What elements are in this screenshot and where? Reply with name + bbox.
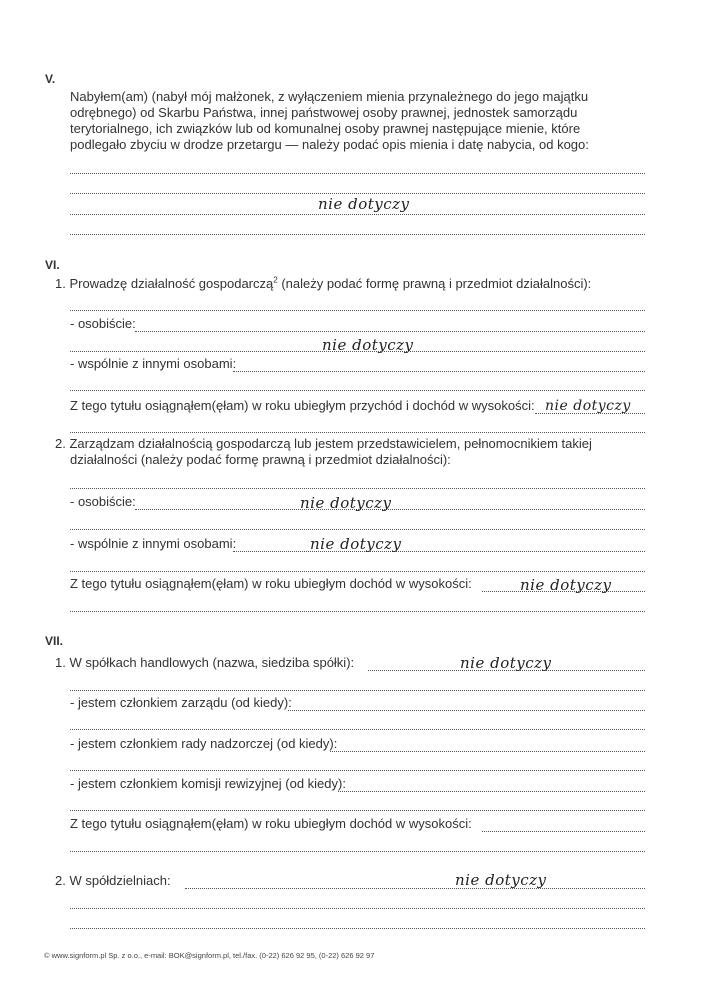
section-vii-audit-label: - jestem członkiem komisji rewizyjnej (od kiedy):	[70, 776, 346, 791]
section-vi-item-2-jointly-answer: nie dotyczy	[310, 535, 402, 553]
section-vi-item-1-income-answer: nie dotyczy	[545, 398, 631, 414]
section-vii-item-2-field[interactable]	[185, 888, 645, 889]
section-vi-item-2-line-2: działalności (należy podać formę prawną i przedmiot działalności):	[70, 452, 451, 467]
answer-line[interactable]	[70, 928, 645, 929]
section-vi-item-2-jointly-label: - wspólnie z innymi osobami:	[70, 536, 237, 551]
section-vi-item-1-label: 1. Prowadzę działalność gospodarczą$^2$ (należy podać formę prawną i przedmiot działalności):	[55, 275, 592, 291]
answer-line[interactable]	[70, 851, 645, 852]
section-vi-item-1-jointly-answer: nie dotyczy	[322, 336, 414, 354]
section-vi-number: VI.	[45, 258, 60, 272]
footer-text: © www.signform.pl Sp. z o.o., e-mail: BOK@signform.pl, tel./fax. (0-22) 626 92 95, (0-22) 626 92 97	[44, 951, 375, 960]
section-vi-item-1-personally-field[interactable]	[135, 331, 645, 332]
section-vii-item-2-label: 2. W spółdzielniach:	[55, 873, 171, 888]
section-vii-supervisory-field[interactable]	[330, 751, 645, 752]
answer-line[interactable]	[70, 908, 645, 909]
answer-line[interactable]	[70, 810, 645, 811]
section-vi-item-2-personally-label: - osobiście:	[70, 494, 136, 509]
section-vi-item-2-personally-answer: nie dotyczy	[300, 494, 392, 512]
section-vi-item-1-jointly-label: - wspólnie z innymi osobami:	[70, 356, 237, 371]
answer-line[interactable]	[70, 310, 645, 311]
answer-line[interactable]	[70, 488, 645, 489]
answer-line[interactable]	[70, 770, 645, 771]
section-v-handwritten-answer: nie dotyczy	[318, 195, 410, 213]
section-vii-item-1-label: 1. W spółkach handlowych (nazwa, siedziba spółki):	[55, 655, 355, 670]
section-vii-item-1-answer: nie dotyczy	[460, 654, 552, 672]
section-v-text-line-2: odrębnego) od Skarbu Państwa, innej państwowej osoby prawnej, jednostek samorządu	[70, 105, 578, 120]
answer-line[interactable]	[70, 193, 645, 194]
section-vi-item-1-income-label: Z tego tytułu osiągnąłem(ęłam) w roku ubiegłym przychód i dochód w wysokości:	[70, 398, 535, 413]
section-vii-board-label: - jestem członkiem zarządu (od kiedy):	[70, 695, 292, 710]
answer-line[interactable]	[70, 351, 645, 352]
section-vii-number: VII.	[45, 634, 64, 648]
section-v-text-line-4: podlegało zbyciu w drodze przetargu — należy podać opis mienia i datę nabycia, od kogo:	[70, 137, 589, 152]
answer-line[interactable]	[70, 690, 645, 691]
answer-line[interactable]	[70, 571, 645, 572]
section-v-number: V.	[45, 72, 56, 86]
answer-line[interactable]	[70, 432, 645, 433]
section-vi-item-2-jointly-field[interactable]	[233, 551, 645, 552]
answer-line[interactable]	[70, 611, 645, 612]
section-vi-item-2-income-label: Z tego tytułu osiągnąłem(ęłam) w roku ubiegłym dochód w wysokości:	[70, 576, 472, 591]
footnote-marker: 2	[273, 275, 278, 285]
section-vii-income-label: Z tego tytułu osiągnąłem(ęłam) w roku ubiegłym dochód w wysokości:	[70, 816, 472, 831]
answer-line[interactable]	[70, 173, 645, 174]
section-vii-board-field[interactable]	[288, 710, 645, 711]
answer-line[interactable]	[70, 390, 645, 391]
answer-line[interactable]	[70, 529, 645, 530]
answer-line[interactable]	[70, 234, 645, 235]
section-vi-item-2-line-1: 2. Zarządzam działalnością gospodarczą lub jestem przedstawicielem, pełnomocnikiem takiej	[55, 436, 592, 451]
section-v-text-line-1: Nabyłem(am) (nabył mój małżonek, z wyłączeniem mienia przynależnego do jego majątku	[70, 89, 589, 104]
section-vii-audit-field[interactable]	[338, 791, 645, 792]
section-vi-item-1-personally-label: - osobiście:	[70, 316, 136, 331]
section-vi-item-2-income-answer: nie dotyczy	[520, 576, 612, 594]
section-vi-item-1-jointly-field[interactable]	[233, 371, 645, 372]
section-vii-income-field[interactable]	[482, 831, 645, 832]
answer-line[interactable]	[70, 214, 645, 215]
section-vii-item-2-answer: nie dotyczy	[455, 871, 547, 889]
section-v-text-line-3: terytorialnego, ich związków lub od komunalnej osoby prawnej następujące mienie, które	[70, 121, 581, 136]
answer-line[interactable]	[70, 729, 645, 730]
section-vii-supervisory-label: - jestem członkiem rady nadzorczej (od kiedy):	[70, 736, 338, 751]
